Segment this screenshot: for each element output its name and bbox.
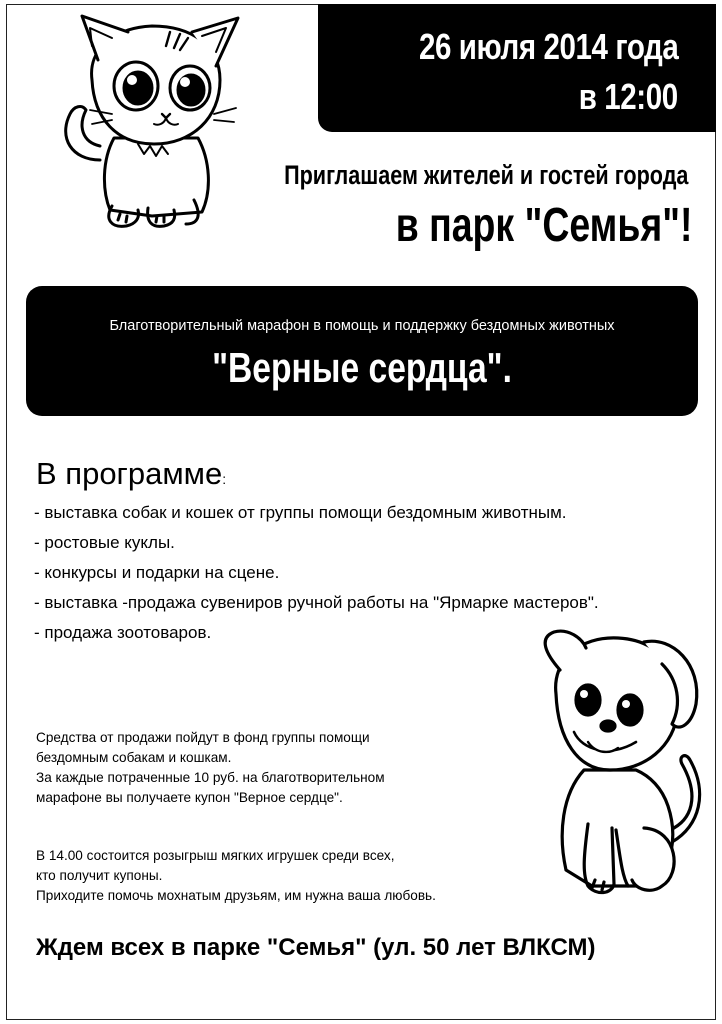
program-item: - выставка собак и кошек от группы помощи бездомным животным. bbox=[34, 503, 567, 522]
program-heading bbox=[36, 456, 226, 492]
info-line: В 14.00 состоится розыгрыш мягких игрушек среди всех, bbox=[36, 848, 395, 863]
info-line: марафоне вы получаете купон "Верное сердце". bbox=[36, 790, 343, 805]
marathon-banner bbox=[26, 286, 698, 416]
invite-line: Приглашаем жителей и гостей города bbox=[283, 160, 688, 190]
kitten-icon bbox=[52, 10, 252, 232]
event-time: в 12:00 bbox=[579, 76, 678, 117]
info-line: кто получит купоны. bbox=[36, 868, 163, 883]
info-line: За каждые потраченные 10 руб. на благотворительном bbox=[36, 770, 385, 785]
program-heading-text: В программе bbox=[36, 456, 223, 491]
info-line: Приходите помочь мохнатым друзьям, им нужна ваша любовь. bbox=[36, 888, 436, 903]
proceeds-info bbox=[36, 728, 385, 808]
program-item: - ростовые куклы. bbox=[34, 533, 175, 552]
program-item: - продажа зоотоваров. bbox=[34, 623, 212, 642]
park-name-heading: в парк "Семья"! bbox=[395, 199, 692, 252]
date-banner bbox=[318, 4, 716, 132]
raffle-info bbox=[36, 846, 436, 906]
program-item: - выставка -продажа сувениров ручной работы на "Ярмарке мастеров". bbox=[34, 593, 599, 612]
marathon-title: "Верные сердца". bbox=[212, 344, 512, 391]
program-heading-colon: : bbox=[222, 471, 227, 487]
program-item: - конкурсы и подарки на сцене. bbox=[34, 563, 280, 582]
info-line: Средства от продажи пойдут в фонд группы помощи bbox=[36, 730, 370, 745]
puppy-icon bbox=[532, 624, 710, 910]
info-line: бездомным собакам и кошкам. bbox=[36, 750, 232, 765]
footer-invitation: Ждем всех в парке "Семья" (ул. 50 лет ВЛКСМ) bbox=[36, 934, 596, 961]
marathon-subtitle: Благотворительный марафон в помощь и поддержку бездомных животных bbox=[109, 318, 615, 334]
event-date: 26 июля 2014 года bbox=[418, 26, 678, 67]
program-list bbox=[34, 500, 599, 650]
